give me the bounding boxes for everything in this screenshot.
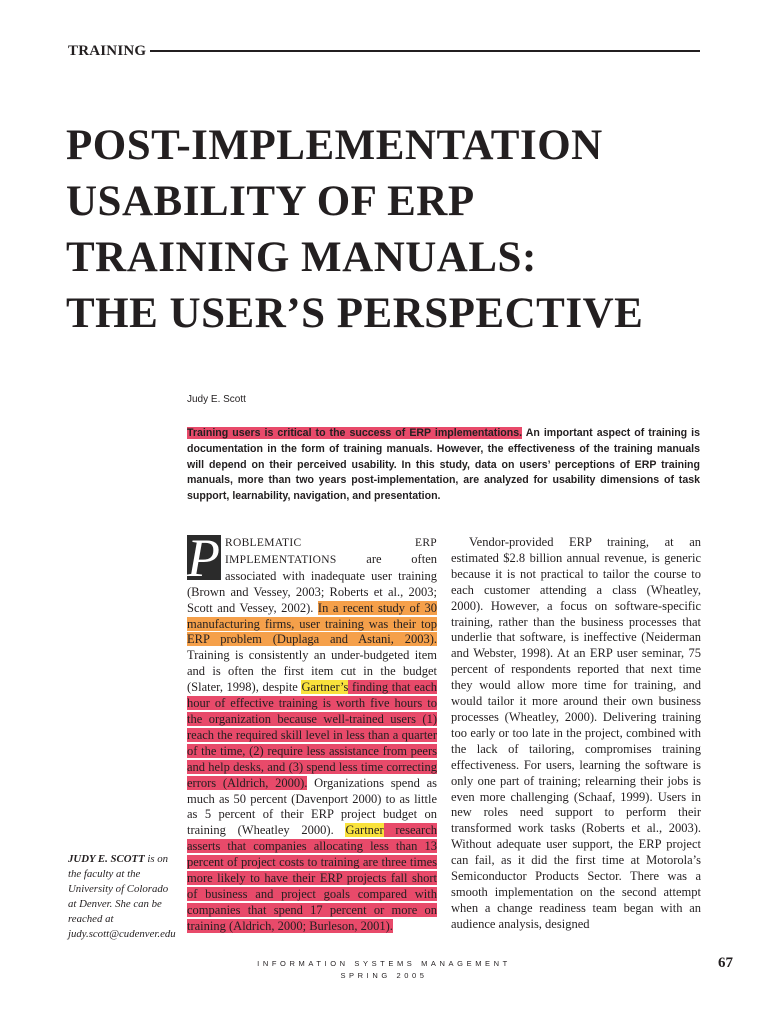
body-column-2: Vendor-provided ERP training, at an estimated $2.8 billion annual revenue, is generic because it is not practical to tailor the course to each customer attending a class (Wheatley, 2000). However, a focus on software-specific training, rather than the business processes that underlie that software, is ineffective (Neiderman and Webster, 1998). At an ERP user seminar, 75 percent of respondents reported that next time they would allow more time for training, and would tailor it more around their own business processes (Wheatley, 2000). Delivering training too early or too late in the project, combined with the lack of tailoring, compromises training effectiveness. For users, learning the software is only one part of training; relearning their jobs is even more challenging (Schaaf, 1999). Users in new roles need support to perform their transformed work tasks (Roberts et al., 2003). Without adequate user support, the ERP project can fail, as it did the first time at Motorola’s Semiconductor Products Sector. There was a smooth implementation on the second attempt when a change readiness team began with an audience analysis, designed bbox=[451, 535, 701, 931]
highlight-red: research asserts that companies allocating less than 13 percent of project costs to training are three times more likely to have their ERP projects fall short of business and project goals compared with companies that spend 17 percent or more on training (Aldrich, 2000; Burleson, 2001). bbox=[187, 823, 437, 933]
bio-text: is on the faculty at the University of Colorado at Denver. She can be reached at judy.scott@cudenver.edu bbox=[68, 853, 176, 940]
title-line: USABILITY OF ERP bbox=[66, 178, 475, 225]
lead-caps: ROBLEMATIC ERP IMPLEMENTATIONS bbox=[225, 537, 437, 566]
page-number: 67 bbox=[718, 955, 733, 971]
title-line: THE USER’S PERSPECTIVE bbox=[66, 290, 644, 337]
body-text: Training is consistently an under-budgeted item and is often the first item cut in the budget (Slater, 1998), despite bbox=[187, 648, 437, 695]
highlight-yellow: Gartner bbox=[345, 823, 384, 838]
title-line: POST-IMPLEMENTATION bbox=[66, 122, 603, 169]
section-rule bbox=[150, 50, 700, 52]
body-column-1 bbox=[187, 528, 437, 935]
drop-cap: P bbox=[187, 528, 220, 588]
issue-date: SPRING 2005 bbox=[340, 971, 428, 980]
body-text: Organizations spend as much as 50 percent (Davenport 2000) to as little as 5 percent of their ERP project budget on training (Wheatley 2000). bbox=[187, 775, 437, 838]
highlight-red: finding that each hour of effective training is worth five hours to the organization because well-trained users (1) reach the required skill level in less than a quarter of the time, (2) require less assistance from peers and help desks, and (3) spend less time correcting errors (Aldrich, 2000). bbox=[187, 680, 437, 790]
abstract-highlight: Training users is critical to the success of ERP implementations. bbox=[187, 427, 523, 439]
highlight-yellow: Gartner’s bbox=[301, 680, 349, 695]
highlight-orange: In a recent study of 30 manufacturing firms, user training was their top ERP problem (Duplaga and Astani, 2003). bbox=[187, 600, 437, 647]
author-name: Judy E. Scott bbox=[187, 394, 246, 405]
journal-name: INFORMATION SYSTEMS MANAGEMENT bbox=[257, 959, 511, 968]
article-title bbox=[66, 118, 746, 342]
body-text: are often associated with inadequate user training (Brown and Vessey, 2003; Roberts et al., 2003; Scott and Vessey, 2002). bbox=[187, 551, 437, 615]
bio-name: JUDY E. SCOTT bbox=[68, 853, 145, 865]
page-footer bbox=[0, 958, 768, 982]
author-bio bbox=[68, 852, 176, 942]
abstract-text: An important aspect of training is documentation in the form of training manuals. However, the effectiveness of the training manuals will depend on their perceived usability. In this study, data on users’ perceptions of ERP training manuals, more than two years post-implementation, are analyzed for usability dimensions of task support, learnability, navigation, and presentation. bbox=[187, 427, 700, 503]
abstract bbox=[187, 426, 700, 505]
title-line: TRAINING MANUALS: bbox=[66, 234, 537, 281]
section-label: TRAINING bbox=[68, 43, 147, 59]
